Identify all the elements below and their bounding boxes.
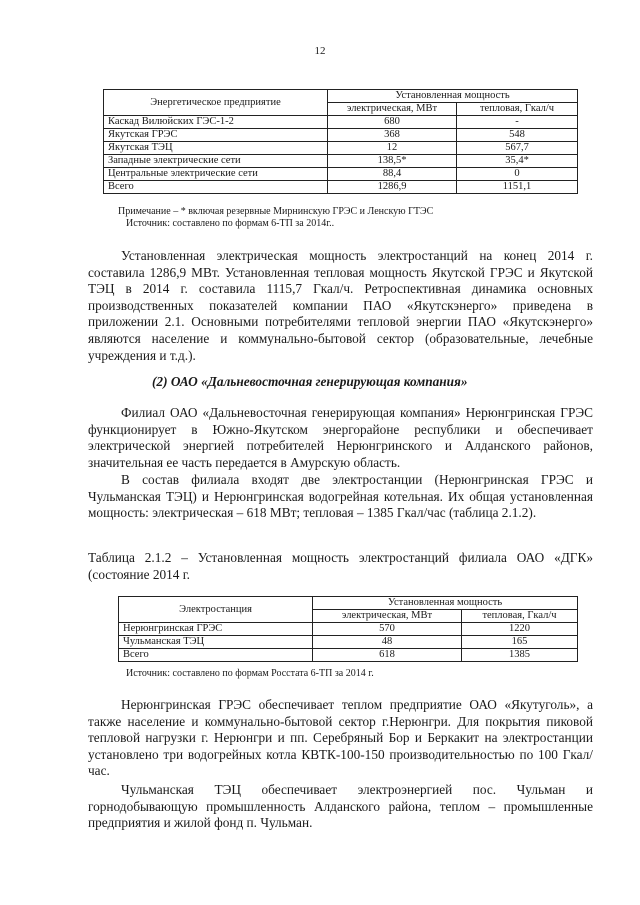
cell-electric: 680 bbox=[328, 116, 457, 129]
table-row bbox=[104, 155, 578, 168]
cell-electric: 138,5* bbox=[328, 155, 457, 168]
table-header-electric: электрическая, МВт bbox=[313, 610, 462, 623]
cell-electric: 368 bbox=[328, 129, 457, 142]
page-number: 12 bbox=[314, 45, 326, 57]
table-header-capacity: Установленная мощность bbox=[328, 90, 578, 103]
cell-heat: 548 bbox=[457, 129, 578, 142]
cell-electric: 618 bbox=[313, 649, 462, 662]
cell-electric: 570 bbox=[313, 623, 462, 636]
cell-heat: 567,7 bbox=[457, 142, 578, 155]
cell-name: Якутская ГРЭС bbox=[104, 129, 328, 142]
cell-heat: 1385 bbox=[462, 649, 578, 662]
cell-heat: 0 bbox=[457, 168, 578, 181]
table-header-heat: тепловая, Гкал/ч bbox=[457, 103, 578, 116]
table-note: Примечание – * включая резервные Мирнинскую ГРЭС и Ленскую ГТЭС bbox=[118, 206, 434, 217]
table-row bbox=[104, 142, 578, 155]
table-header-heat: тепловая, Гкал/ч bbox=[462, 610, 578, 623]
cell-electric: 88,4 bbox=[328, 168, 457, 181]
cell-heat: 165 bbox=[462, 636, 578, 649]
cell-name: Якутская ТЭЦ bbox=[104, 142, 328, 155]
table-header-capacity: Установленная мощность bbox=[313, 597, 578, 610]
table-row bbox=[104, 129, 578, 142]
cell-heat: 1220 bbox=[462, 623, 578, 636]
table-caption: Таблица 2.1.2 – Установленная мощность электростанций филиала ОАО «ДГК» (состояние 2014 г. bbox=[88, 550, 593, 582]
cell-electric: 48 bbox=[313, 636, 462, 649]
cell-heat: 35,4* bbox=[457, 155, 578, 168]
cell-name: Центральные электрические сети bbox=[104, 168, 328, 181]
table-row bbox=[119, 623, 578, 636]
table-energy-enterprises bbox=[103, 89, 578, 194]
cell-name: Всего bbox=[119, 649, 313, 662]
cell-electric: 1286,9 bbox=[328, 181, 457, 194]
table-source: Источник: составлено по формам 6-ТП за 2014г.. bbox=[126, 218, 335, 229]
table-header-enterprise: Энергетическое предприятие bbox=[104, 90, 328, 116]
table-row bbox=[104, 181, 578, 194]
cell-name: Западные электрические сети bbox=[104, 155, 328, 168]
table-source: Источник: составлено по формам Росстата 6-ТП за 2014 г. bbox=[126, 668, 374, 679]
paragraph-2: Филиал ОАО «Дальневосточная генерирующая компания» Нерюнгринская ГРЭС функционирует в Южно-Якутском энергорайоне республики и обеспечивает электрической энергией потребителей Нерюнгринского и Алданского районов, значительная ее часть передается в Амурскую область. bbox=[88, 405, 593, 470]
table-row bbox=[119, 649, 578, 662]
cell-name: Каскад Вилюйских ГЭС-1-2 bbox=[104, 116, 328, 129]
table-row bbox=[104, 168, 578, 181]
cell-heat: - bbox=[457, 116, 578, 129]
cell-name: Всего bbox=[104, 181, 328, 194]
table-row bbox=[104, 116, 578, 129]
table-header-station: Электростанция bbox=[119, 597, 313, 623]
cell-heat: 1151,1 bbox=[457, 181, 578, 194]
table-row bbox=[119, 636, 578, 649]
paragraph-1: Установленная электрическая мощность электростанций на конец 2014 г. составила 1286,9 МВт. Установленная тепловая мощность Якутской ГРЭС и Якутской ТЭЦ в 2014 г. составила 1115,7 Гкал/ч. Ретроспективная динамика основных производственных показателей компании ПАО «Якутскэнерго» приведена в приложении 2.1. Основными потребителями тепловой энергии ПАО «Якутскэнерго» являются население и коммунально-бытовой сектор (образовательные, лечебные учреждения и т.д.). bbox=[88, 248, 593, 363]
paragraph-3: В состав филиала входят две электростанции (Нерюнгринская ГРЭС и Чульманская ТЭЦ) и Нерюнгринская водогрейная котельная. Их общая установленная мощность: электрическая – 618 МВт; тепловая – 1385 Гкал/час (таблица 2.1.2). bbox=[88, 472, 593, 521]
cell-name: Чульманская ТЭЦ bbox=[119, 636, 313, 649]
section-heading: (2) ОАО «Дальневосточная генерирующая компания» bbox=[152, 374, 468, 389]
table-dgk-stations bbox=[118, 596, 578, 662]
cell-electric: 12 bbox=[328, 142, 457, 155]
paragraph-4: Нерюнгринская ГРЭС обеспечивает теплом предприятие ОАО «Якутуголь», а также население и коммунально-бытовой сектор г.Нерюнгри. Для покрытия пиковой тепловой нагрузки г. Нерюнгри и пп. Серебряный Бор и Беркакит на электростанции установлено три водогрейных котла КВТК-100-150 производительностью по 100 Гкал/час. bbox=[88, 697, 593, 779]
cell-name: Нерюнгринская ГРЭС bbox=[119, 623, 313, 636]
table-header-electric: электрическая, МВт bbox=[328, 103, 457, 116]
paragraph-5: Чульманская ТЭЦ обеспечивает электроэнергией пос. Чульман и горнодобывающую промышленность Алданского района, теплом – промышленные предприятия и жилой фонд п. Чульман. bbox=[88, 782, 593, 831]
